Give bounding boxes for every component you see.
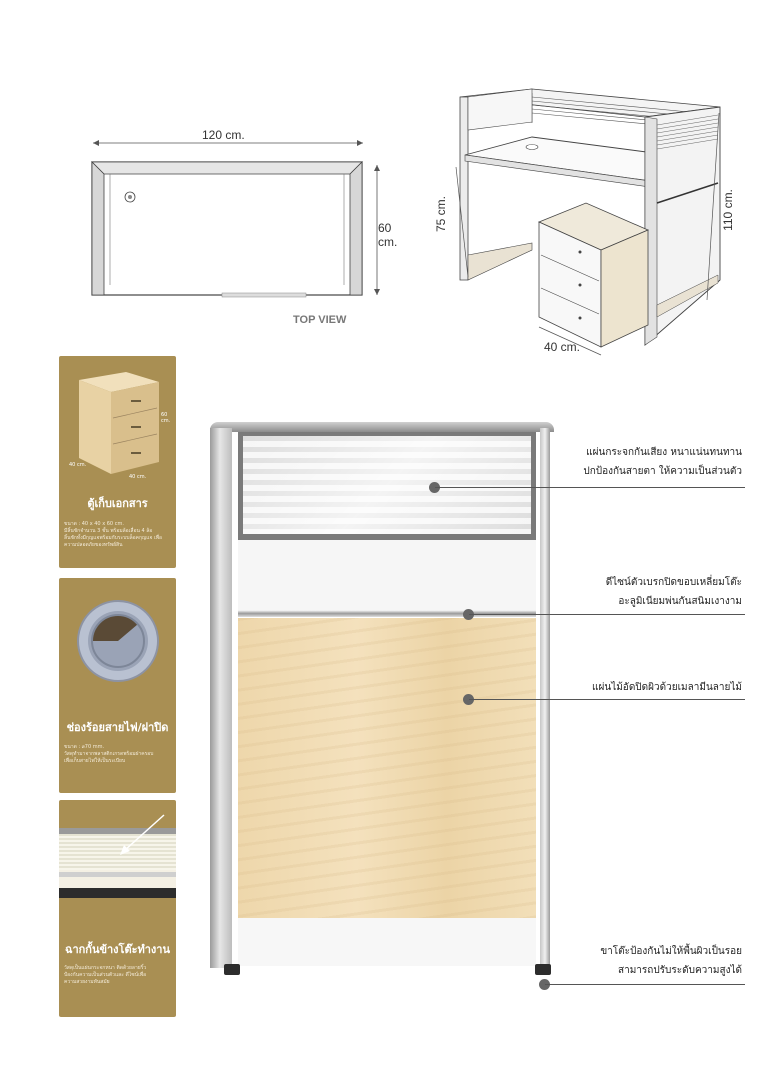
white-band: [238, 540, 536, 612]
partition-text-line: วัสดุเป็นแผ่นกระจกหนา ติดด้วยลายริ้ว: [64, 965, 147, 971]
cabinet-text: [64, 521, 172, 549]
partition-photo: [59, 828, 176, 898]
left-post: [210, 428, 232, 968]
cabinet-text-line: ขนาด : 40 x 40 x 60 cm.: [64, 521, 124, 527]
partition-card: [59, 800, 176, 1017]
grommet-text-line: วัสดุทำมาจากพลาสติกเกรดพร้อมฝาครอบ: [64, 751, 154, 757]
partition-frame-mid: [59, 872, 176, 877]
feature-glass-line2: ปกป้องกันสายตา ให้ความเป็นส่วนตัว: [583, 466, 742, 477]
top-view-caption: TOP VIEW: [293, 314, 347, 326]
feature-wood-line1: แผ่นไม้อัดปิดผิวด้วยเมลามีนลายไม้: [592, 682, 742, 693]
feature-trim: [520, 573, 742, 611]
partition-frame-bottom: [59, 888, 176, 898]
foot-callout-line: [545, 984, 745, 985]
feature-wood: [520, 678, 742, 697]
desk-height-label: 75 cm.: [434, 195, 449, 233]
right-post: [540, 428, 550, 968]
left-foot: [224, 964, 240, 975]
panel-height-label: 110 cm.: [720, 189, 735, 231]
partition-text-line: ป้องกันความเป็นส่วนตัวและ ดีไซน์เพื่อ: [64, 972, 147, 978]
grommet-text-line: เพื่อเก็บสายไฟให้เป็นระเบียบ: [64, 758, 126, 764]
feature-foot-line1: ขาโต๊ะป้องกันไม่ให้พื้นผิวเป็นรอย: [600, 946, 742, 957]
grommet-text-line: ขนาด : ⌀70 mm.: [64, 744, 105, 750]
cabinet-dim-a: 40 cm.: [69, 462, 87, 468]
feature-glass-line1: แผ่นกระจกกันเสียง หนาแน่นทนทาน: [586, 447, 742, 458]
grommet-text: [64, 744, 172, 765]
glass-callout-line: [435, 487, 745, 488]
feature-foot-line2: สามารถปรับระดับความสูงได้: [617, 965, 742, 976]
cabinet-dim-b: 40 cm.: [129, 474, 147, 480]
top-view-width-label: 120 cm.: [202, 128, 245, 142]
perspective-drawing: [435, 85, 745, 370]
top-view-drawing: [80, 125, 400, 335]
feature-trim-line2: อะลูมิเนียมพ่นกันสนิมเงางาม: [618, 596, 742, 607]
wood-callout-line: [469, 699, 745, 700]
cabinet-text-line: ลิ้นชักทั้งมีกุญแจพร้อมกับระบบล็อคกุญแจ เพื่อ: [64, 535, 163, 541]
cabinet-text-line: มีลิ้นชักจำนวน 3 ชั้น พร้อมล้อเลื่อน 4 ล้อ: [64, 528, 153, 534]
feature-glass: [520, 443, 742, 481]
perspective-section: [435, 85, 745, 370]
grommet-title: ช่องร้อยสายไฟ/ฝาปิด: [66, 721, 169, 734]
top-view-depth-label: 60 cm.: [378, 221, 398, 249]
cabinet-card: [59, 356, 176, 568]
feature-trim-line1: ดีไซน์ตัวเบรกปิดขอบเหลี่ยมโต๊ะ: [605, 577, 742, 588]
partition-title: ฉากกั้นข้างโต๊ะทำงาน: [64, 943, 171, 956]
front-panel: [210, 422, 554, 978]
partition-text: [64, 965, 172, 986]
cabinet-dim-c: 60 cm.: [161, 412, 171, 424]
bottom-band: [238, 918, 536, 966]
cabinet-text-line: ความปลอดภัยของทรัพย์สิน: [64, 542, 123, 548]
glass-sheen: [243, 436, 531, 534]
trim-callout-line: [469, 614, 745, 615]
cabinet-title: ตู้เก็บเอกสาร: [87, 497, 148, 510]
grommet-card: [59, 578, 176, 793]
feature-foot: [520, 942, 742, 980]
wood-panel: [238, 618, 536, 918]
top-view-section: [80, 125, 400, 335]
top-rail: [210, 422, 554, 432]
drawer-width-label: 40 cm.: [544, 340, 581, 354]
arrow-icon: [114, 813, 169, 858]
partition-text-line: ความสวยงามทันสมัย: [64, 979, 110, 985]
grommet-illustration: [75, 598, 161, 684]
